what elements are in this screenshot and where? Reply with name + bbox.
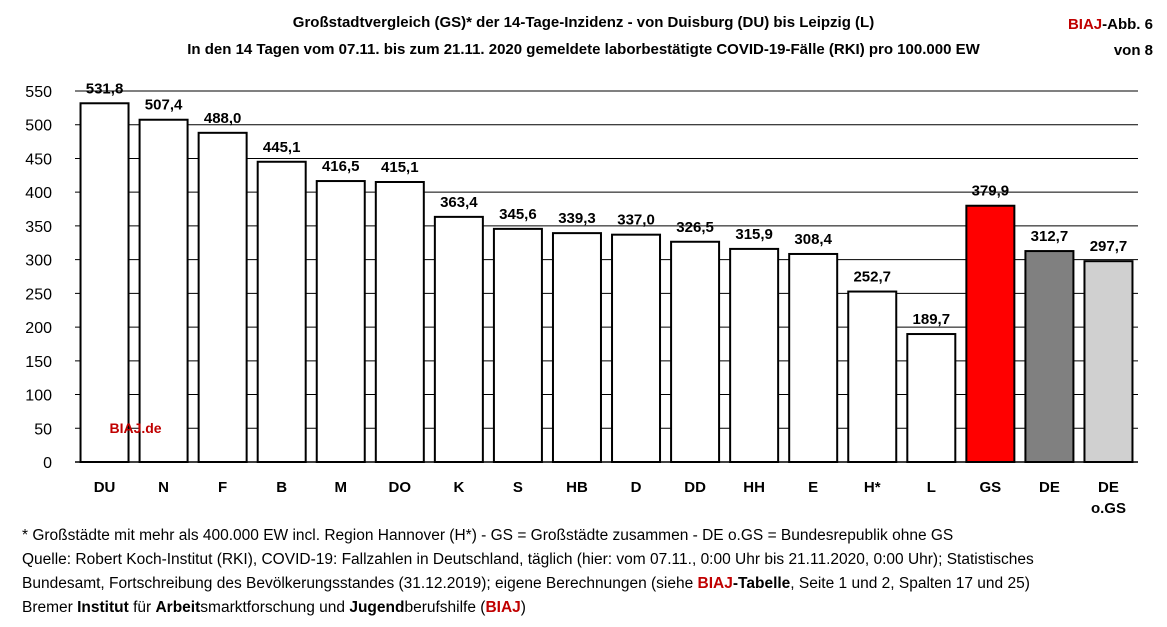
bar — [612, 235, 660, 462]
data-label: 337,0 — [617, 211, 655, 229]
x-tick-label: o.GS — [1090, 500, 1126, 517]
source-line: Quelle: Robert Koch-Institut (RKI), COVID-19: Fallzahlen in Deutschland, täglich (hier: vom 07.11., 0:00 Uhr bis 21.11.2020, 0:00 Uhr); Statistisches — [22, 551, 1034, 568]
source-text: Bundesamt, Fortschreibung des Bevölkerungsstandes (31.12.2019); eigene Berechnungen (siehe — [22, 575, 698, 592]
x-tick-label: F — [218, 479, 228, 496]
bar — [553, 233, 601, 462]
institute-word: Institut — [77, 599, 129, 616]
source-table: -Tabelle — [732, 575, 791, 592]
x-tick-label: HB — [566, 479, 588, 496]
bar — [730, 249, 778, 462]
bar — [258, 162, 306, 462]
data-label: 488,0 — [203, 109, 242, 127]
x-tick-label: H* — [863, 479, 881, 496]
x-tick-label: K — [453, 479, 465, 496]
badge-figure-count: von 8 — [1113, 42, 1153, 59]
bar — [199, 133, 247, 462]
y-tick-label: 500 — [25, 117, 52, 135]
bar — [907, 334, 955, 462]
y-tick-label: 200 — [25, 320, 52, 338]
source-line-continued — [22, 572, 1157, 596]
x-tick-label: DO — [388, 479, 412, 496]
x-tick-label: N — [158, 479, 170, 496]
bar — [848, 292, 896, 462]
bar — [789, 254, 837, 462]
bar — [966, 206, 1014, 462]
bar — [494, 229, 542, 462]
x-tick-label: S — [512, 479, 523, 496]
data-label: 312,7 — [1030, 228, 1069, 246]
institute-word: Arbeit — [155, 599, 201, 616]
y-tick-label: 300 — [25, 252, 52, 270]
y-tick-label: 550 — [25, 84, 52, 101]
institute-line — [22, 596, 1157, 620]
badge-figure-number: -Abb. 6 — [1102, 16, 1153, 33]
footer-notes — [22, 524, 1157, 620]
bar — [140, 120, 188, 462]
y-tick-label: 400 — [25, 185, 52, 203]
chart-subtitle: In den 14 Tagen vom 07.11. bis zum 21.11. 2020 gemeldete laborbestätigte COVID-19-Fälle (RKI) pro 100.000 EW — [187, 41, 980, 58]
watermark: BIAJ.de — [109, 420, 162, 436]
data-label: 507,4 — [144, 96, 183, 114]
x-tick-label: DD — [684, 479, 706, 496]
data-label: 308,4 — [794, 230, 832, 248]
data-label: 252,7 — [853, 268, 892, 286]
x-tick-label: DE — [1038, 479, 1060, 496]
data-label: 315,9 — [735, 225, 773, 243]
x-tick-label: GS — [979, 479, 1002, 496]
data-label: 415,1 — [381, 158, 419, 176]
y-tick-label: 0 — [43, 455, 52, 472]
y-tick-label: 100 — [25, 387, 52, 405]
badge-brand: BIAJ — [1067, 16, 1103, 33]
x-tick-label: DE — [1098, 479, 1119, 496]
bar — [1025, 251, 1073, 462]
bar — [1084, 261, 1132, 462]
source-pages: , Seite 1 und 2, Spalten 17 und 25) — [790, 575, 1030, 592]
chart-title: Großstadtvergleich (GS)* der 14-Tage-Inzidenz - von Duisburg (DU) bis Leipzig (L) — [292, 14, 875, 31]
x-tick-label: L — [926, 479, 936, 496]
bar — [376, 182, 424, 462]
data-label: 379,9 — [971, 182, 1010, 200]
institute-text: für — [128, 599, 156, 616]
bar — [671, 242, 719, 462]
y-tick-label: 150 — [25, 353, 52, 371]
data-label: 189,7 — [912, 311, 951, 329]
data-label: 445,1 — [262, 138, 301, 156]
x-tick-label: HH — [743, 479, 765, 496]
data-label: 297,7 — [1089, 238, 1128, 256]
x-tick-label: D — [630, 479, 642, 496]
bar — [81, 103, 129, 462]
institute-text: ) — [520, 599, 526, 616]
x-tick-label: B — [276, 479, 288, 496]
data-label: 326,5 — [676, 218, 714, 236]
institute-text: smarktforschung und — [200, 599, 350, 616]
institute-brand: BIAJ — [485, 599, 521, 616]
data-label: 416,5 — [321, 158, 360, 176]
y-tick-label: 450 — [25, 151, 52, 169]
data-label: 339,3 — [558, 210, 596, 228]
footnote: * Großstädte mit mehr als 400.000 EW incl. Region Hannover (H*) - GS = Großstädte zusammen - DE o.GS = Bundesrepublik ohne GS — [22, 527, 954, 544]
x-tick-label: E — [808, 479, 819, 496]
data-label: 531,8 — [85, 80, 124, 98]
y-tick-label: 50 — [34, 421, 52, 439]
institute-text: berufshilfe ( — [404, 599, 486, 616]
x-tick-label: M — [334, 479, 347, 496]
bar — [317, 181, 365, 462]
data-label: 345,6 — [499, 205, 537, 223]
data-label: 363,4 — [440, 193, 478, 211]
y-tick-label: 350 — [25, 218, 52, 236]
source-brand: BIAJ — [697, 575, 733, 592]
x-tick-label: DU — [93, 479, 116, 496]
y-tick-label: 250 — [25, 286, 52, 304]
bar — [435, 217, 483, 462]
institute-word: Jugend — [349, 599, 405, 616]
institute-text: Bremer — [22, 599, 78, 616]
